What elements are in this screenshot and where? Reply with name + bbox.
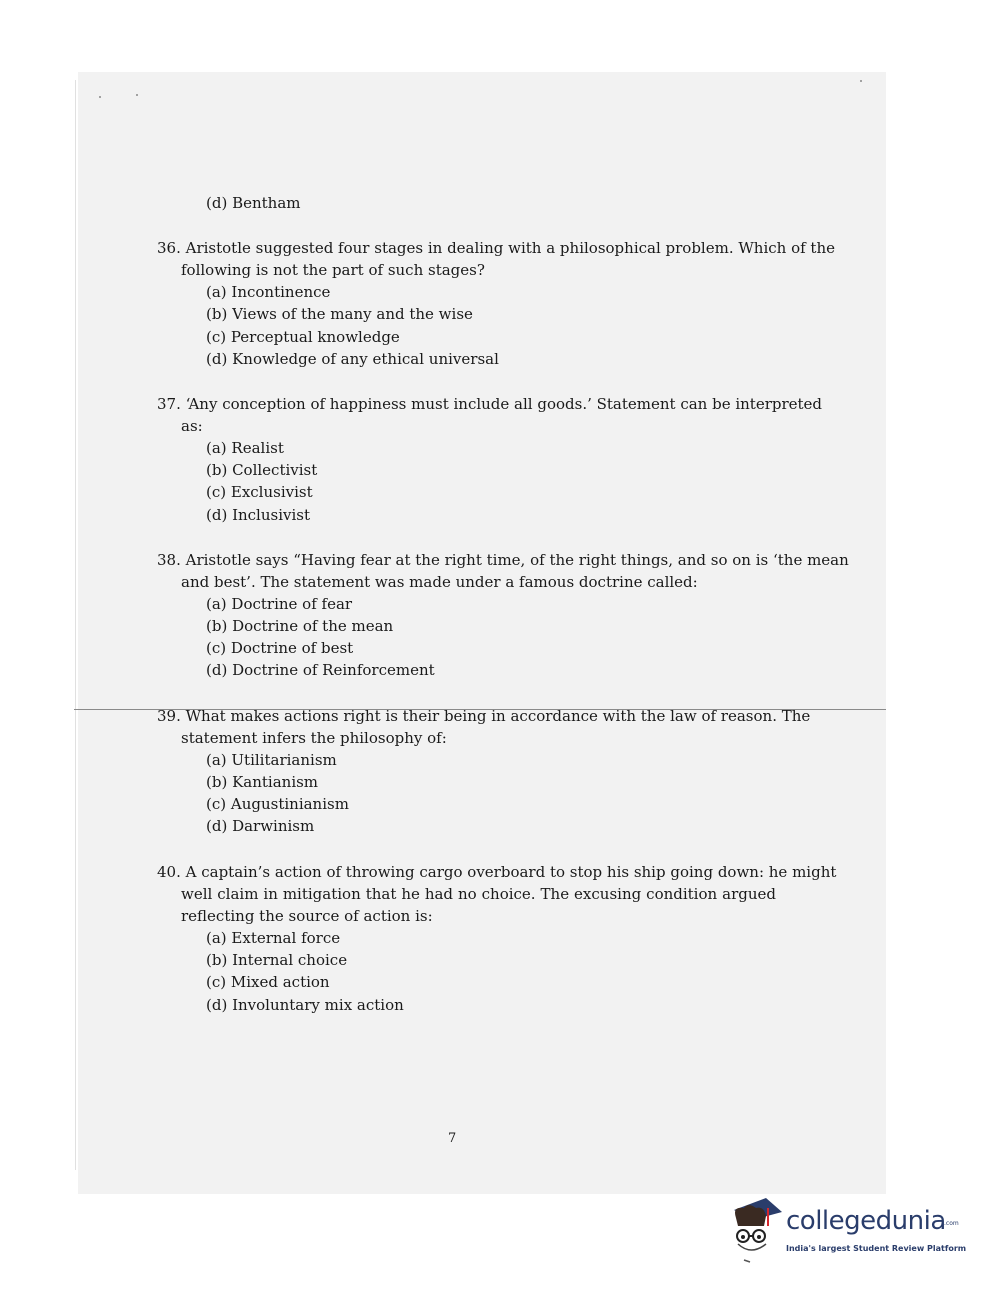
brand-domain-suffix: .com bbox=[944, 1220, 959, 1227]
q37-option-a: (a) Realist bbox=[206, 439, 284, 457]
q40-stem-line-2: well claim in mitigation that he had no choice. The excusing condition argued bbox=[181, 885, 776, 903]
q38-option-a: (a) Doctrine of fear bbox=[206, 595, 353, 613]
q36-option-c: (c) Perceptual knowledge bbox=[206, 328, 400, 346]
q36-stem-line-2: following is not the part of such stages? bbox=[181, 261, 485, 279]
q40-option-c: (c) Mixed action bbox=[206, 973, 330, 991]
brand-name: collegedunia bbox=[786, 1206, 946, 1236]
scan-speck bbox=[99, 96, 101, 98]
q35-option-d: (d) Bentham bbox=[206, 194, 301, 212]
q37-option-b: (b) Collectivist bbox=[206, 461, 318, 479]
q36-stem-line-1: 36. Aristotle suggested four stages in dealing with a philosophical problem. Which of the bbox=[157, 239, 835, 257]
q38-option-d: (d) Doctrine of Reinforcement bbox=[206, 661, 435, 679]
q36-option-b: (b) Views of the many and the wise bbox=[206, 305, 473, 323]
q40-stem-line-1: 40. A captain’s action of throwing cargo overboard to stop his ship going down: he might bbox=[157, 863, 837, 881]
q39-option-d: (d) Darwinism bbox=[206, 817, 315, 835]
mascot-icon bbox=[726, 1196, 784, 1264]
q40-option-b: (b) Internal choice bbox=[206, 951, 348, 969]
scan-speck bbox=[136, 94, 138, 96]
collegedunia-watermark bbox=[726, 1196, 967, 1266]
page-number: 7 bbox=[448, 1131, 457, 1146]
q37-stem-line-1: 37. ‘Any conception of happiness must include all goods.’ Statement can be interpreted bbox=[157, 395, 823, 413]
q40-stem-line-3: reflecting the source of action is: bbox=[181, 907, 433, 925]
scan-speck bbox=[860, 80, 862, 82]
q39-option-b: (b) Kantianism bbox=[206, 773, 319, 791]
q36-option-d: (d) Knowledge of any ethical universal bbox=[206, 350, 499, 368]
q37-stem-line-2: as: bbox=[181, 417, 203, 435]
q38-option-b: (b) Doctrine of the mean bbox=[206, 617, 394, 635]
q39-stem-line-2: statement infers the philosophy of: bbox=[181, 729, 447, 747]
q40-option-d: (d) Involuntary mix action bbox=[206, 996, 404, 1014]
q38-stem-line-1: 38. Aristotle says “Having fear at the right time, of the right things, and so on is ‘the mean bbox=[157, 551, 849, 569]
q36-option-a: (a) Incontinence bbox=[206, 283, 331, 301]
q40-option-a: (a) External force bbox=[206, 929, 341, 947]
q39-option-c: (c) Augustinianism bbox=[206, 795, 349, 813]
q38-stem-line-2: and best’. The statement was made under a famous doctrine called: bbox=[181, 573, 698, 591]
q39-stem-line-1: 39. What makes actions right is their being in accordance with the law of reason. The bbox=[157, 707, 811, 725]
q37-option-d: (d) Inclusivist bbox=[206, 506, 311, 524]
q38-option-c: (c) Doctrine of best bbox=[206, 639, 354, 657]
q39-option-a: (a) Utilitarianism bbox=[206, 751, 337, 769]
brand-tagline: India's largest Student Review Platform bbox=[786, 1244, 967, 1253]
scan-edge bbox=[75, 80, 76, 1170]
q37-option-c: (c) Exclusivist bbox=[206, 483, 313, 501]
